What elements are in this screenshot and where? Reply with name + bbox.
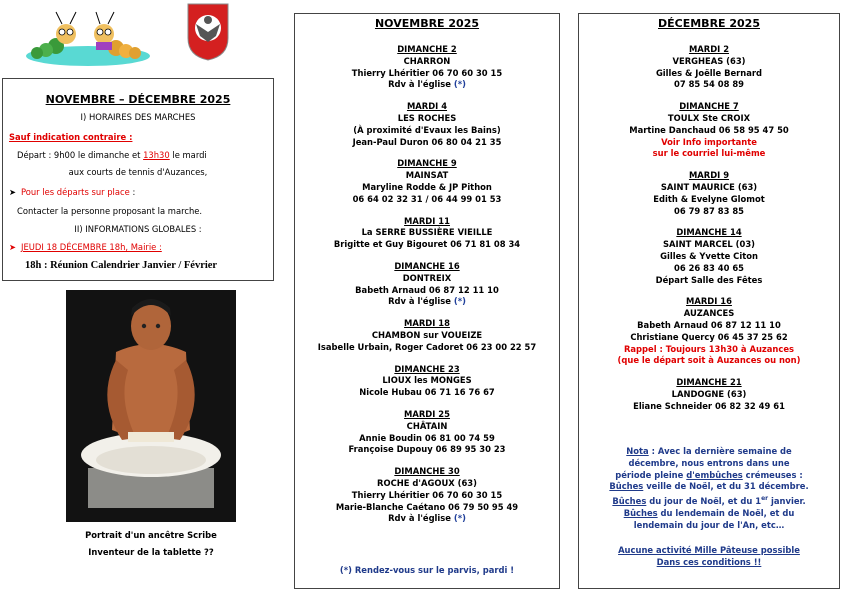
rdv-text: Rdv à l'église bbox=[388, 513, 454, 524]
nota-line-1 bbox=[579, 446, 839, 458]
event-entry bbox=[579, 44, 839, 91]
closing-line-1: Aucune activité Mille Pâteuse possible bbox=[618, 545, 800, 555]
event-date: DIMANCHE 23 bbox=[394, 363, 460, 374]
event-entry bbox=[295, 101, 559, 148]
contacter-text: Contacter la personne proposant la marche. bbox=[17, 206, 203, 216]
december-event-list bbox=[579, 44, 839, 413]
nota-embuches: d'embûches bbox=[686, 469, 743, 480]
event-contact: (À proximité d'Evaux les Bains) bbox=[353, 124, 501, 135]
december-title: DÉCEMBRE 2025 bbox=[658, 17, 760, 30]
club-logo bbox=[18, 6, 158, 70]
event-date: MARDI 11 bbox=[404, 215, 450, 226]
event-contact: Départ Salle des Fêtes bbox=[655, 274, 763, 285]
event-entry bbox=[295, 364, 559, 399]
nota-label: Nota bbox=[626, 446, 649, 456]
event-entry bbox=[295, 409, 559, 456]
event-contact: Isabelle Urbain, Roger Cadoret 06 23 00 22 57 bbox=[317, 341, 537, 352]
event-place: DONTREIX bbox=[402, 272, 452, 283]
arrow-bullet-icon: ➤ bbox=[9, 187, 17, 197]
nota-text-3c: crémeuses : bbox=[742, 469, 803, 480]
event-entry bbox=[579, 170, 839, 217]
event-contact: Thierry Lhéritier 06 70 60 30 15 bbox=[351, 67, 503, 78]
nota-sup: er bbox=[761, 495, 769, 503]
event-place: SAINT MARCEL (03) bbox=[663, 239, 755, 250]
event-rdv bbox=[295, 513, 559, 525]
event-place: CHÂTAIN bbox=[406, 420, 448, 431]
event-contact: Christiane Quercy 06 45 37 25 62 bbox=[630, 331, 788, 342]
event-entry bbox=[295, 466, 559, 525]
sur-place-colon: : bbox=[129, 187, 136, 197]
event-place: LIOUX les MONGES bbox=[382, 375, 472, 386]
event-place: CHAMBON sur VOUEIZE bbox=[371, 329, 483, 340]
nota-text-1: : Avec la dernière semaine de bbox=[648, 446, 792, 456]
nota-line-5 bbox=[579, 493, 839, 508]
section-infos: II) INFORMATIONS GLOBALES : bbox=[74, 224, 202, 234]
event-date: MARDI 2 bbox=[688, 44, 730, 54]
event-contact: Martine Danchaud 06 58 95 47 50 bbox=[629, 124, 789, 135]
rdv-footnote-marker: (*) bbox=[453, 79, 466, 90]
event-entry bbox=[295, 261, 559, 308]
event-date: DIMANCHE 16 bbox=[394, 260, 460, 271]
event-date: DIMANCHE 7 bbox=[679, 101, 739, 112]
event-entry bbox=[295, 216, 559, 251]
december-panel bbox=[578, 13, 840, 589]
event-contact: Thierry Lhéritier 06 70 60 30 15 bbox=[351, 489, 503, 500]
nota-line-2: décembre, nous entrons dans une bbox=[628, 457, 790, 468]
event-contact: 06 26 83 40 65 bbox=[674, 262, 744, 273]
event-entry bbox=[295, 318, 559, 353]
event-important-note: (que le départ soit à Auzances ou non) bbox=[617, 355, 801, 366]
event-contact: Babeth Arnaud 06 87 12 11 10 bbox=[355, 284, 499, 295]
rdv-footnote-marker: (*) bbox=[453, 513, 466, 524]
nota-text-5b: du jour de Noël, et du 1 bbox=[646, 495, 762, 506]
nota-line-3 bbox=[579, 470, 839, 482]
event-contact: Jean-Paul Duron 06 80 04 21 35 bbox=[352, 136, 502, 147]
event-place: SAINT MAURICE (63) bbox=[660, 181, 758, 192]
event-date: MARDI 9 bbox=[688, 170, 730, 181]
event-place: ROCHE d'AGOUX (63) bbox=[377, 477, 477, 488]
event-place: TOULX Ste CROIX bbox=[667, 112, 751, 123]
event-contact: Gilles & Joëlle Bernard bbox=[655, 67, 763, 78]
nota-text-4b: veille de Noël, et du 31 décembre. bbox=[643, 481, 809, 492]
event-date: DIMANCHE 2 bbox=[397, 44, 457, 54]
event-place: MAINSAT bbox=[405, 170, 449, 181]
event-rdv bbox=[295, 296, 559, 308]
general-info-box bbox=[2, 78, 274, 281]
sur-place-line bbox=[9, 187, 135, 199]
event-date: MARDI 18 bbox=[404, 318, 450, 329]
coat-of-arms bbox=[186, 2, 230, 62]
closing-line-2: Dans ces conditions !! bbox=[656, 557, 762, 567]
nota-buches-1: Bûches bbox=[609, 481, 644, 492]
event-important-note: Voir Info importante bbox=[661, 136, 757, 147]
event-contact: Babeth Arnaud 06 87 12 11 10 bbox=[637, 319, 781, 330]
event-contact: 07 85 54 08 89 bbox=[674, 79, 744, 90]
nota-text-6b: du lendemain de Noël, et du bbox=[657, 507, 795, 518]
rdv-text: Rdv à l'église bbox=[388, 296, 454, 307]
caption-line-1: Portrait d'un ancêtre Scribe bbox=[85, 530, 217, 540]
event-date: MARDI 25 bbox=[404, 408, 450, 419]
arrow-bullet-icon: ➤ bbox=[9, 242, 17, 252]
event-contact: Annie Boudin 06 81 00 74 59 bbox=[359, 432, 495, 443]
event-contact: 06 79 87 83 85 bbox=[674, 205, 744, 216]
event-place: LES ROCHES bbox=[397, 112, 457, 123]
schedule-title: NOVEMBRE – DÉCEMBRE 2025 bbox=[45, 93, 231, 106]
nota-block bbox=[579, 446, 839, 531]
event-date: MARDI 16 bbox=[686, 296, 732, 307]
nota-line-6 bbox=[579, 508, 839, 520]
reunion-text: 18h : Réunion Calendrier Janvier / Février bbox=[25, 260, 218, 271]
november-title: NOVEMBRE 2025 bbox=[374, 17, 480, 30]
event-contact: Gilles & Yvette Citon bbox=[660, 250, 758, 261]
event-contact: Brigitte et Guy Bigouret 06 71 81 08 34 bbox=[333, 239, 521, 250]
event-date: DIMANCHE 14 bbox=[676, 227, 742, 238]
event-contact: Eliane Schneider 06 82 32 49 61 bbox=[633, 400, 785, 411]
event-place: VERGHEAS (63) bbox=[672, 55, 746, 66]
rdv-footnote-marker: (*) bbox=[453, 296, 466, 307]
depart-line bbox=[17, 150, 207, 162]
event-place: CHARRON bbox=[403, 55, 451, 66]
section-horaires: I) HORAIRES DES MARCHES bbox=[80, 112, 196, 122]
event-place: La SERRE BUSSIÈRE VIEILLE bbox=[361, 227, 493, 238]
sauf-indication: Sauf indication contraire : bbox=[9, 132, 133, 142]
event-rdv bbox=[295, 79, 559, 91]
caption-line-2: Inventeur de la tablette ?? bbox=[88, 547, 214, 557]
scribe-statue-image bbox=[66, 290, 236, 522]
sur-place-label: Pour les départs sur place bbox=[21, 187, 130, 197]
event-important-note: Rappel : Toujours 13h30 à Auzances bbox=[623, 343, 795, 354]
depart-time: 13h30 bbox=[143, 150, 170, 160]
event-entry bbox=[579, 227, 839, 286]
nota-line-4 bbox=[579, 481, 839, 493]
nota-line-7: lendemain du jour de l'An, etc… bbox=[633, 519, 785, 530]
depart-location: aux courts de tennis d'Auzances, bbox=[68, 167, 208, 177]
event-contact: Nicole Hubau 06 71 16 76 67 bbox=[359, 387, 495, 398]
nota-text-5c: janvier. bbox=[768, 495, 806, 506]
event-contact: Marie-Blanche Caétano 06 79 50 95 49 bbox=[335, 501, 519, 512]
event-contact: Maryline Rodde & JP Pithon bbox=[362, 181, 492, 192]
event-entry bbox=[579, 377, 839, 412]
event-date: DIMANCHE 30 bbox=[394, 466, 460, 477]
event-place: LANDOGNE (63) bbox=[671, 388, 747, 399]
november-footnote: (*) Rendez-vous sur le parvis, pardi ! bbox=[339, 565, 515, 575]
event-entry bbox=[295, 44, 559, 91]
event-entry bbox=[579, 296, 839, 367]
event-contact: Edith & Evelyne Glomot bbox=[653, 193, 765, 204]
event-entry bbox=[579, 101, 839, 160]
rdv-text: Rdv à l'église bbox=[388, 79, 454, 90]
event-date: DIMANCHE 9 bbox=[397, 158, 457, 169]
nota-buches-3: Bûches bbox=[623, 507, 658, 518]
event-contact: Françoise Dupouy 06 89 95 30 23 bbox=[348, 444, 506, 455]
jeudi-date: JEUDI 18 DÉCEMBRE 18h, Mairie : bbox=[21, 242, 162, 252]
event-entry bbox=[295, 158, 559, 205]
depart-text-2: le mardi bbox=[169, 150, 207, 160]
nota-text-3a: période pleine bbox=[615, 469, 687, 480]
event-date: DIMANCHE 21 bbox=[676, 377, 742, 388]
november-panel bbox=[294, 13, 560, 589]
jeudi-line bbox=[9, 242, 162, 254]
depart-text: Départ : 9h00 le dimanche et bbox=[17, 150, 144, 160]
event-contact: 06 64 02 32 31 / 06 44 99 01 53 bbox=[352, 193, 502, 204]
november-event-list bbox=[295, 44, 559, 525]
event-date: MARDI 4 bbox=[406, 101, 448, 112]
event-important-note: sur le courriel lui-même bbox=[652, 148, 766, 159]
nota-buches-2: Bûches bbox=[612, 495, 647, 506]
event-place: AUZANCES bbox=[683, 308, 735, 319]
